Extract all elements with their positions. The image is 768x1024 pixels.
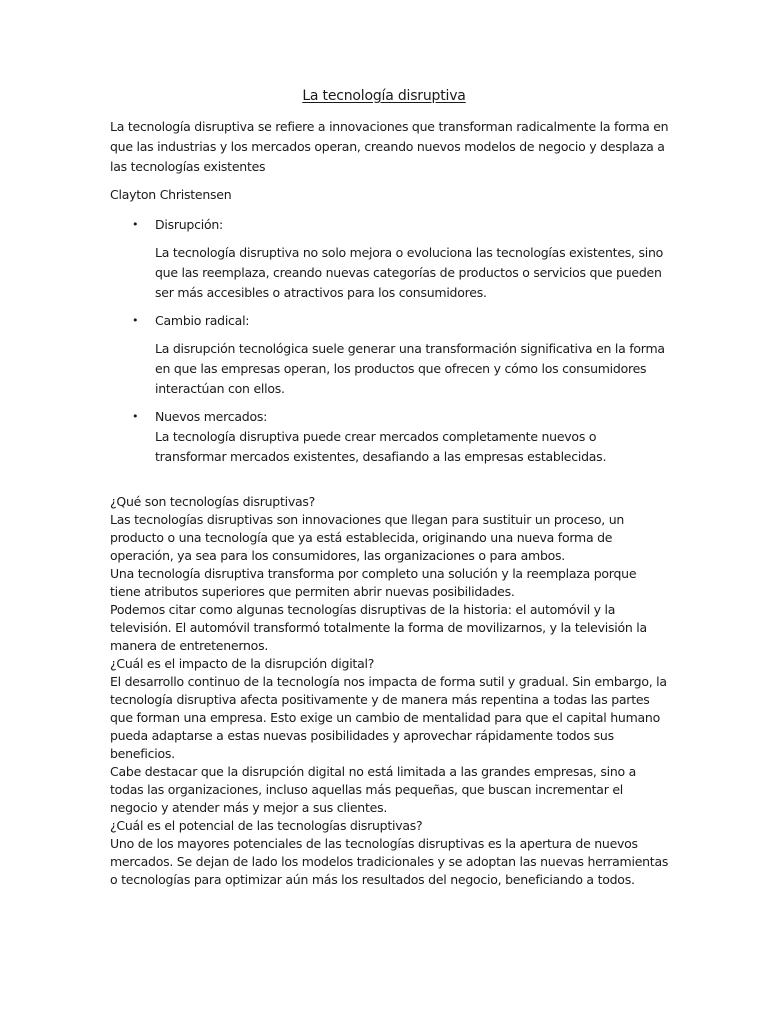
bullet-item-disrupcion xyxy=(110,215,670,303)
paragraph: El desarrollo continuo de la tecnología nos impacta de forma sutil y gradual. Sin embargo, la tecnología disruptiva afecta positivamente y de manera más repentina a todas las partes que forman una empresa. Esto exige un cambio de mentalidad para que el capital humano pueda adaptarse a estas nuevas posibilidades y aprovechar rápidamente todos sus beneficios. xyxy=(110,674,667,761)
bullet-text: La tecnología disruptiva puede crear mercados completamente nuevos o transformar mercados existentes, desafiando a las empresas establecidas. xyxy=(155,429,607,464)
bullet-heading: Disrupción: xyxy=(155,217,223,232)
bullet-icon: • xyxy=(132,218,139,231)
paragraph: Cabe destacar que la disrupción digital no está limitada a las grandes empresas, sino a todas las organizaciones, incluso aquellas más pequeñas, que buscan incrementar el negocio y atender más y mejor a sus clientes. xyxy=(110,764,637,815)
body-text xyxy=(110,493,670,889)
bullet-item-cambio-radical xyxy=(110,311,670,399)
section-question: ¿Cuál es el impacto de la disrupción digital? xyxy=(110,656,375,671)
document-title: La tecnología disruptiva xyxy=(302,88,466,104)
section-question: ¿Qué son tecnologías disruptivas? xyxy=(110,494,316,509)
bullet-text: La disrupción tecnológica suele generar una transformación significativa en la forma en que las empresas operan, los productos que ofrecen y cómo los consumidores interactúan con ellos. xyxy=(155,341,665,396)
intro-paragraph: La tecnología disruptiva se refiere a innovaciones que transforman radicalmente la forma en que las industrias y los mercados operan, creando nuevos modelos de negocio y desplaza a las tecnologías existentes xyxy=(110,119,669,174)
section-question: ¿Cuál es el potencial de las tecnologías disruptivas? xyxy=(110,818,423,833)
paragraph: Las tecnologías disruptivas son innovaciones que llegan para sustituir un proceso, un producto o una tecnología que ya está establecida, originando una nueva forma de operación, ya sea para los consumidores, las organizaciones o para ambos. xyxy=(110,512,625,563)
bullet-icon: • xyxy=(132,314,139,327)
bullet-list xyxy=(110,215,670,467)
author-name: Clayton Christensen xyxy=(110,187,232,202)
bullet-icon: • xyxy=(132,410,139,423)
bullet-text: La tecnología disruptiva no solo mejora o evoluciona las tecnologías existentes, sino que las reemplaza, creando nuevas categorías de productos o servicios que pueden ser más accesibles o atractivos para los consumidores. xyxy=(155,245,664,300)
bullet-item-nuevos-mercados xyxy=(110,407,670,467)
paragraph: Una tecnología disruptiva transforma por completo una solución y la reemplaza porque tiene atributos superiores que permiten abrir nuevas posibilidades. xyxy=(110,566,637,599)
bullet-heading: Nuevos mercados: xyxy=(155,409,268,424)
paragraph: Uno de los mayores potenciales de las tecnologías disruptivas es la apertura de nuevos mercados. Se dejan de lado los modelos tradicionales y se adoptan las nuevas herramientas o tecnologías para optimizar aún más los resultados del negocio, beneficiando a todos. xyxy=(110,836,669,887)
paragraph: Podemos citar como algunas tecnologías disruptivas de la historia: el automóvil y la televisión. El automóvil transformó totalmente la forma de movilizarnos, y la televisión la manera de entretenernos. xyxy=(110,602,647,653)
bullet-heading: Cambio radical: xyxy=(155,313,250,328)
